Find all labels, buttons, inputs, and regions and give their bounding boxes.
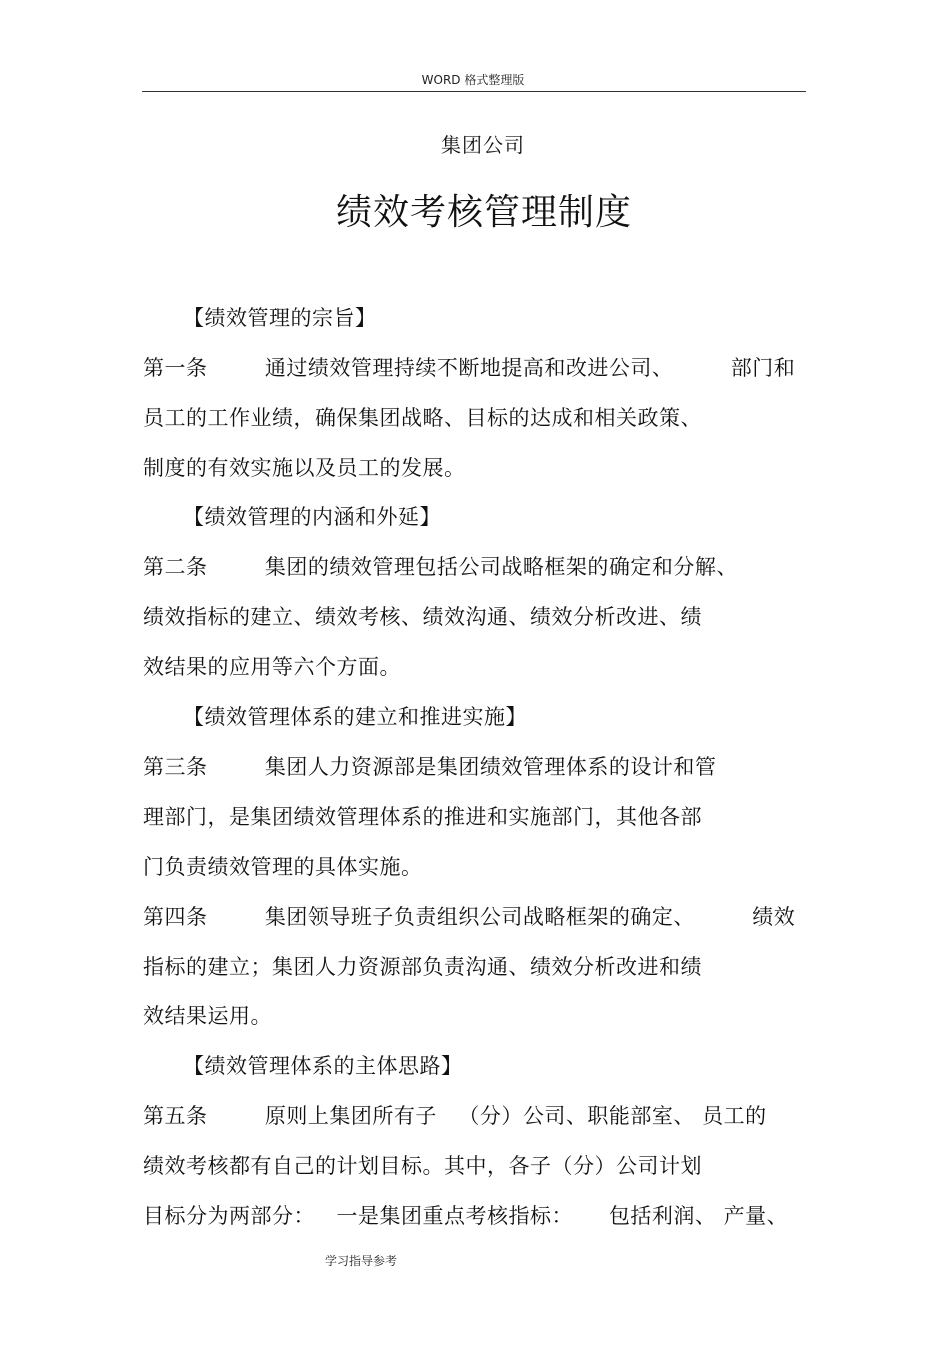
body-line: 绩效指标的建立、绩效考核、绩效沟通、绩效分析改进、绩 <box>143 605 702 629</box>
body-line: 第三条 集团人力资源部是集团绩效管理体系的设计和管 <box>143 755 717 779</box>
body-line: 第二条 集团的绩效管理包括公司战略框架的确定和分解、 <box>143 555 738 579</box>
body-line: 指标的建立；集团人力资源部负责沟通、绩效分析改进和绩 <box>143 955 702 979</box>
page-footer: 学习指导参考 <box>325 1254 398 1268</box>
body-line: 绩效考核都有自己的计划目标。其中，各子（分）公司计划 <box>143 1154 702 1178</box>
header-divider <box>142 91 806 92</box>
body-line: 员工的工作业绩，确保集团战略、目标的达成和相关政策、 <box>143 406 702 430</box>
body-line: 效结果的应用等六个方面。 <box>143 655 401 679</box>
body-line: 目标分为两部分： 一是集团重点考核指标： 包括利润、 产量、 <box>143 1204 789 1228</box>
document-subtitle: 集团公司 <box>441 133 525 157</box>
page-header: WORD 格式整理版 <box>421 73 525 87</box>
body-line: 制度的有效实施以及员工的发展。 <box>143 456 466 480</box>
section-heading: 【绩效管理体系的建立和推进实施】 <box>183 705 527 729</box>
body-line: 门负责绩效管理的具体实施。 <box>143 855 423 879</box>
body-line: 效结果运用。 <box>143 1004 272 1028</box>
body-line: 第五条 原则上集团所有子 （分）公司、职能部室、 员工的 <box>143 1104 767 1128</box>
section-heading: 【绩效管理的宗旨】 <box>183 306 377 330</box>
document-title: 绩效考核管理制度 <box>335 192 632 233</box>
section-heading: 【绩效管理体系的主体思路】 <box>183 1054 463 1078</box>
body-line: 第一条 通过绩效管理持续不断地提高和改进公司、 部门和 <box>143 356 796 380</box>
section-heading: 【绩效管理的内涵和外延】 <box>183 505 441 529</box>
body-line: 理部门，是集团绩效管理体系的推进和实施部门，其他各部 <box>143 805 702 829</box>
body-line: 第四条 集团领导班子负责组织公司战略框架的确定、 绩效 <box>143 905 796 929</box>
